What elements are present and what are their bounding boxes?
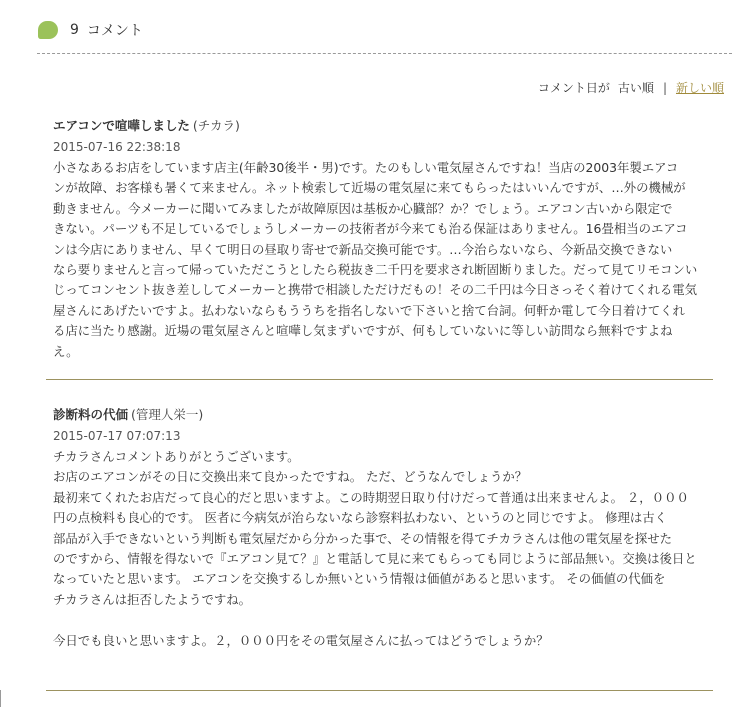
comment-line: きない。パーツも不足しているでしょうしメーカーの技術者が今来ても治る保証はありません。16畳相当のエアコ (53, 221, 688, 237)
comment-title: エアコンで喧嘩しました (53, 118, 190, 133)
comment-line: 円の点検料も良心的です。 医者に今病気が治らないなら診察料払わない、というのと同じですよ。 修理は古く (53, 510, 668, 526)
comment-line: る店に当たり感謝。近場の電気屋さんと喧嘩し気まずいですが、何もしていないに等しい訪問なら無料ですよね (53, 323, 673, 339)
comments-heading: コメント (86, 23, 143, 39)
comment-author: (管理人栄一) (131, 407, 204, 422)
comment-body (53, 158, 713, 362)
comment-title-row (53, 117, 713, 135)
sort-newest-link[interactable]: 新しい順 (675, 81, 724, 95)
comment-line: チカラさんは拒否したようですね。 (53, 591, 252, 607)
comment-line: なっていたと思います。 エアコンを交換するしか無いという情報は価値があると思います。 その価値の代価を (53, 571, 666, 587)
comment-count: 9 (70, 22, 79, 38)
comment-line: 部品が入手できないという判断も電気屋だから分かった事で、その情報を得てチカラさんは他の電気屋を探せた (53, 530, 673, 546)
sort-separator: | (662, 80, 667, 95)
left-border (0, 690, 1, 707)
comment-divider (46, 690, 713, 691)
comment-title-row (53, 406, 713, 424)
comment-line: のですから、情報を得ないで『エアコン見て？』と電話して見に来てもらっても同じように部品無い。交換は後日と (53, 551, 697, 567)
comment-title: 診断料の代価 (53, 407, 129, 422)
leaf-icon (38, 21, 58, 39)
comment-date: 2015-07-16 22:38:18 (53, 140, 181, 154)
comments-header (38, 16, 143, 44)
comment-line (53, 610, 713, 630)
comment-line: 小さなあるお店をしています店主(年齢30後半・男)です。たのもしい電気屋さんですね！当店の2003年製エアコ (53, 160, 679, 175)
comment-line: お店のエアコンがその日に交換出来て良かったですね。 ただ、どうなんでしょうか？ (53, 469, 528, 485)
sort-label: コメント日が (537, 81, 610, 95)
sort-oldest-option[interactable]: 古い順 (617, 81, 654, 95)
header-divider (37, 53, 732, 54)
comment-item (53, 117, 713, 362)
comment-body (53, 447, 713, 651)
comment-divider (46, 379, 713, 380)
comment-line: 動きません。今メーカーに聞いてみましたが故障原因は基板か心臓部？か？でしょう。エアコン古いから限定で (53, 200, 673, 216)
comment-date: 2015-07-17 07:07:13 (53, 429, 181, 443)
comment-line: 屋さんにあげたいですよ。払わないならもううちを指名しないで下さいと捨て台詞。何軒か電して今日着けてくれ (53, 302, 685, 318)
comment-item (53, 406, 713, 651)
comment-line: え。 (53, 343, 79, 359)
sort-bar (538, 79, 724, 96)
comment-line: チカラさんコメントありがとうございます。 (53, 449, 300, 464)
comment-author: (チカラ) (192, 118, 240, 133)
comment-line: 今日でも良いと思いますよ。２，０００円をその電気屋さんに払ってはどうでしょうか？ (53, 632, 549, 648)
comment-line: なら要りませんと言って帰っていただこうとしたら税抜き二千円を要求され断固断りました。だって見てリモコンい (53, 262, 698, 278)
comment-line: ンは今店にありません、早くて明日の昼取り寄せで新品交換可能です。…今治らないなら、今新品交換できない (53, 241, 673, 257)
comment-line: ンが故障、お客様も暑くて来ません。ネット検索して近場の電気屋に来てもらったはいいんですが、…外の機械が (53, 180, 686, 196)
comment-line: じってコンセント抜き差ししてメーカーと携帯で相談しただけだもの！その二千円は今日さっそく着けてくれる電気 (53, 282, 698, 298)
comment-line: 最初来てくれたお店だって良心的だと思いますよ。この時期翌日取り付けだって普通は出来ませんよ。 ２，０００ (53, 489, 689, 505)
